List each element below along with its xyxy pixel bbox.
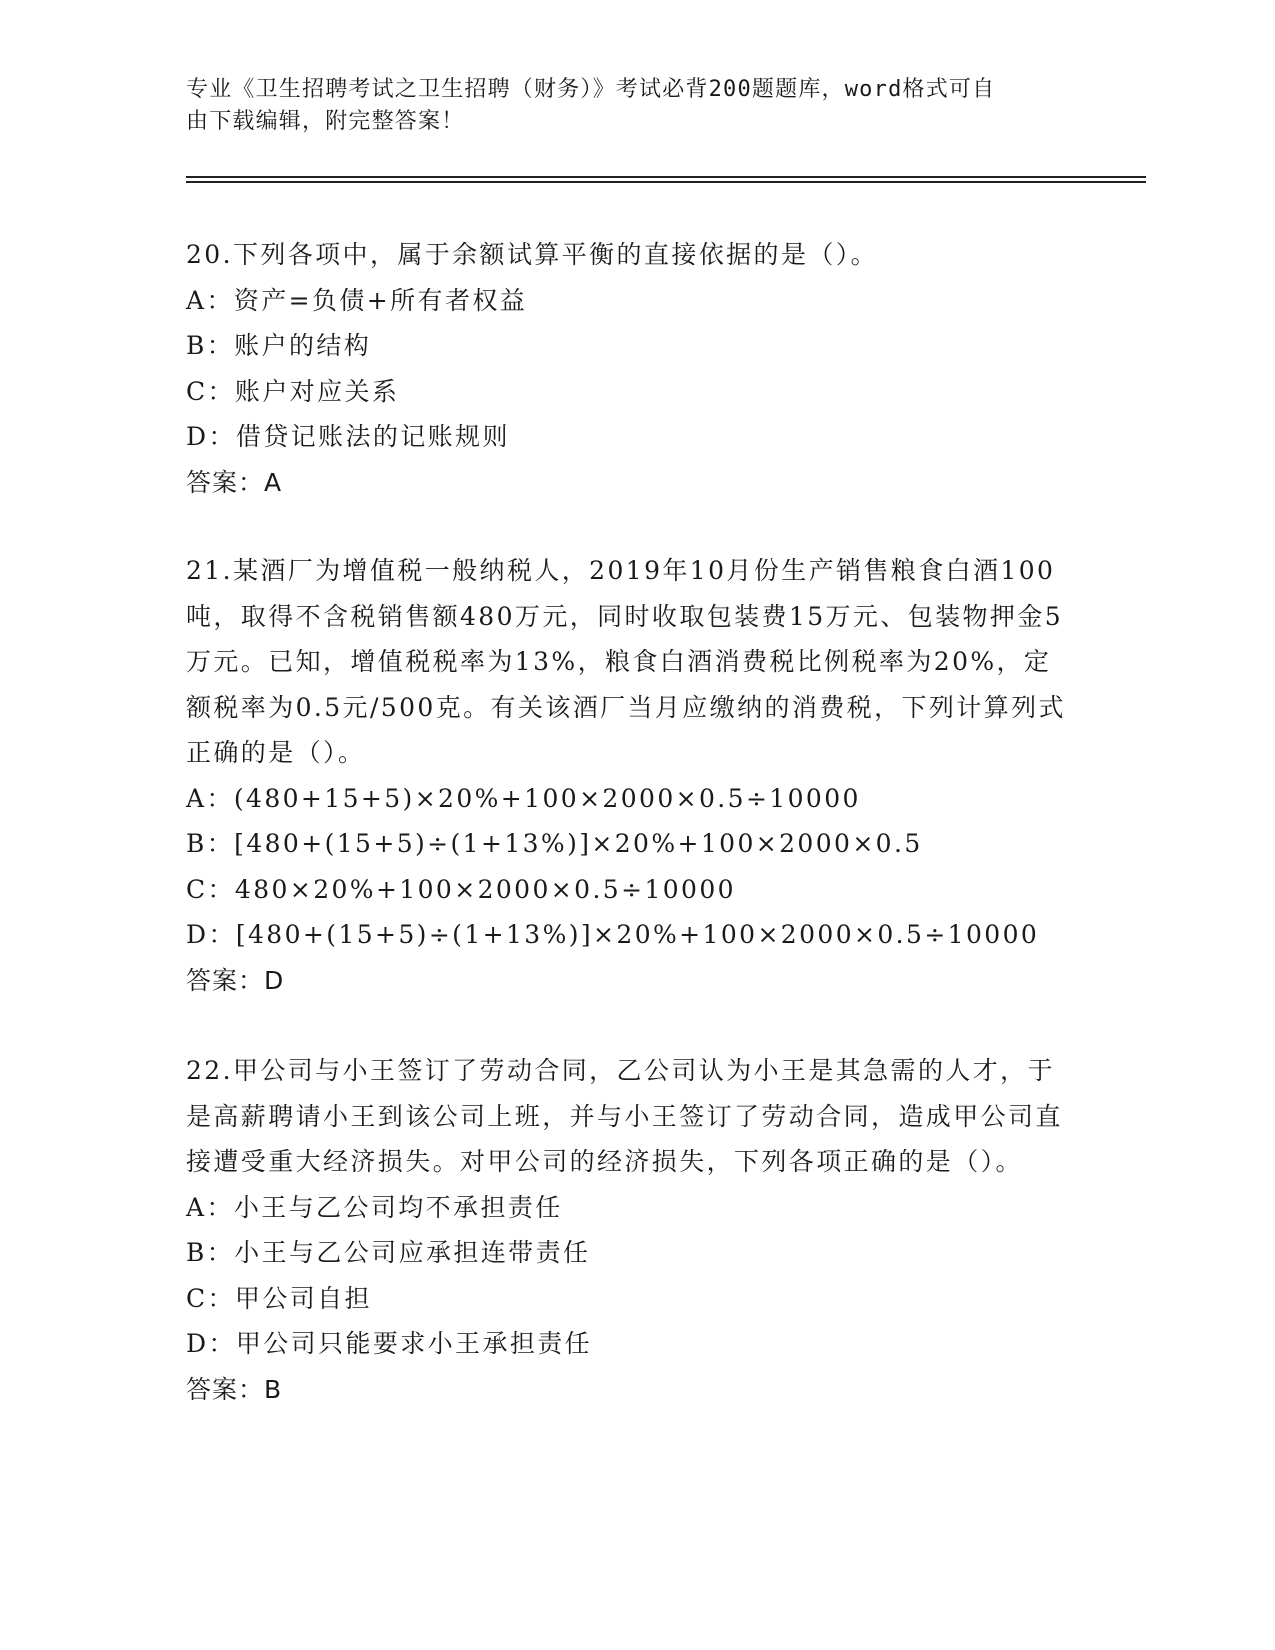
option-d: D：借贷记账法的记账规则 bbox=[186, 422, 510, 451]
option-d: D：[480+(15+5)÷(1+13%)]×20%+100×2000×0.5÷10000 bbox=[186, 920, 1040, 949]
header-line-1: 专业《卫生招聘考试之卫生招聘（财务）》考试必背200题题库，word格式可自 bbox=[186, 77, 996, 102]
answer: 答案：D bbox=[186, 965, 285, 995]
header-divider-bottom bbox=[186, 181, 1146, 183]
option-b: B：账户的结构 bbox=[186, 331, 372, 360]
option-a: A：小王与乙公司均不承担责任 bbox=[186, 1192, 563, 1222]
question-22 bbox=[186, 1048, 1066, 1412]
header-line-2: 由下载编辑，附完整答案！ bbox=[186, 109, 465, 134]
option-c: C：账户对应关系 bbox=[186, 376, 400, 406]
header-divider-top bbox=[186, 176, 1146, 178]
option-c: C：480×20%+100×2000×0.5÷10000 bbox=[186, 874, 736, 904]
document-header bbox=[186, 74, 1066, 138]
option-a: A：资产=负债+所有者权益 bbox=[186, 285, 528, 315]
option-b: B：[480+(15+5)÷(1+13%)]×20%+100×2000×0.5 bbox=[186, 829, 923, 858]
question-stem: 20.下列各项中，属于余额试算平衡的直接依据的是（）。 bbox=[186, 240, 879, 269]
question-stem: 22.甲公司与小王签订了劳动合同，乙公司认为小王是其急需的人才，于是高薪聘请小王到该公司上班，并与小王签订了劳动合同，造成甲公司直接遭受重大经济损失。对甲公司的经济损失，下列各项正确的是（）。 bbox=[186, 1056, 1063, 1176]
question-21 bbox=[186, 548, 1066, 1003]
answer: 答案：B bbox=[186, 1374, 283, 1404]
option-b: B：小王与乙公司应承担连带责任 bbox=[186, 1238, 591, 1267]
option-d: D：甲公司只能要求小王承担责任 bbox=[186, 1329, 593, 1358]
option-a: A：(480+15+5)×20%+100×2000×0.5÷10000 bbox=[186, 783, 861, 813]
option-c: C：甲公司自担 bbox=[186, 1283, 372, 1313]
question-20 bbox=[186, 232, 1066, 505]
question-stem: 21.某酒厂为增值税一般纳税人，2019年10月份生产销售粮食白酒100吨，取得不含税销售额480万元，同时收取包装费15万元、包装物押金5万元。已知，增值税税率为13%，粮食白酒消费税比例税率为20%，定额税率为0.5元/500克。有关该酒厂当月应缴纳的消费税，下列计算列式正确的是（）。 bbox=[186, 556, 1066, 767]
answer: 答案：A bbox=[186, 467, 283, 497]
